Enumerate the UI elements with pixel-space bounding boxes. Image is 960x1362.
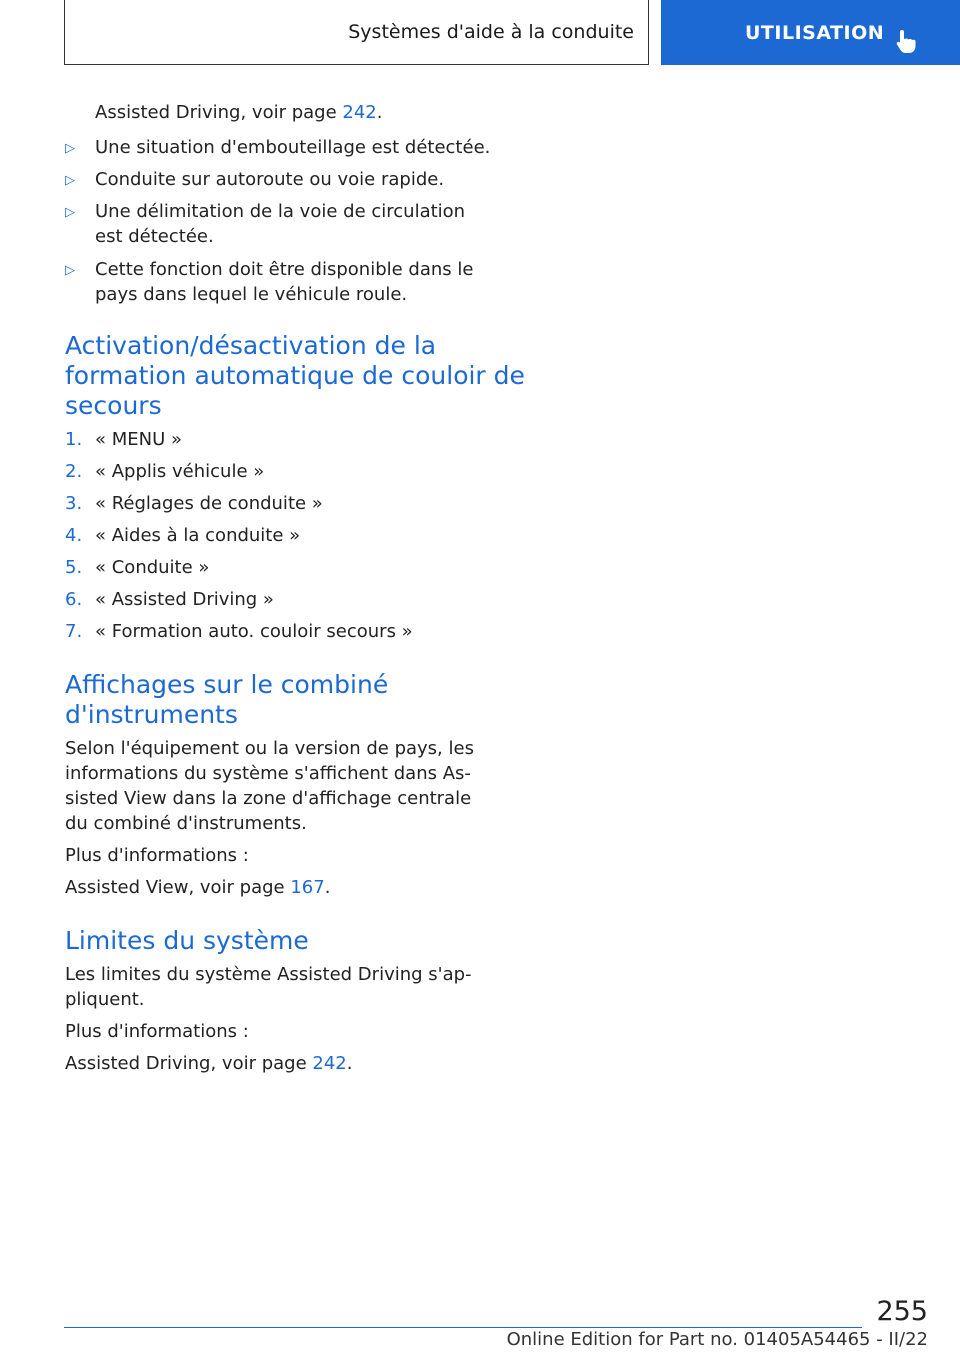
- more-info-label: Plus d'informations :: [65, 845, 249, 866]
- footer-divider: [64, 1327, 862, 1328]
- triangle-bullet-icon: ▷: [65, 263, 75, 278]
- page-link[interactable]: 242: [312, 1053, 347, 1074]
- paragraph-line: Selon l'équipement ou la version de pays, les: [65, 738, 474, 759]
- edition-note: Online Edition for Part no. 01405A54465 - II/22: [506, 1329, 928, 1350]
- paragraph-line: du combiné d'instruments.: [65, 813, 307, 834]
- section-heading: Limites du système: [65, 926, 309, 955]
- triangle-bullet-icon: ▷: [65, 173, 75, 188]
- section-heading: formation automatique de couloir de: [65, 361, 525, 390]
- page-link[interactable]: 167: [290, 877, 325, 898]
- pointing-hand-icon: [893, 28, 919, 54]
- section-title: Systèmes d'aide à la conduite: [348, 21, 634, 43]
- section-heading: Affichages sur le combiné: [65, 670, 389, 699]
- page-number: 255: [876, 1296, 928, 1327]
- section-heading: Activation/désactivation de la: [65, 331, 437, 360]
- chapter-header: [661, 0, 960, 65]
- paragraph-line: informations du système s'affichent dans As-: [65, 763, 471, 784]
- paragraph-line: sisted View dans la zone d'affichage centrale: [65, 788, 472, 809]
- triangle-bullet-icon: ▷: [65, 205, 75, 220]
- paragraph-line: pliquent.: [65, 989, 145, 1010]
- view-reference: Assisted View, voir page 167.: [65, 877, 331, 898]
- section-header: [64, 0, 649, 65]
- driving-reference: Assisted Driving, voir page 242.: [65, 1053, 353, 1074]
- triangle-bullet-icon: ▷: [65, 141, 75, 156]
- section-heading: d'instruments: [65, 700, 238, 729]
- page-link[interactable]: 242: [342, 102, 377, 123]
- chapter-title: UTILISATION: [745, 21, 885, 44]
- section-heading: secours: [65, 391, 162, 420]
- intro-reference: Assisted Driving, voir page 242.: [95, 102, 383, 123]
- paragraph-line: Les limites du système Assisted Driving s'ap-: [65, 964, 472, 985]
- more-info-label: Plus d'informations :: [65, 1021, 249, 1042]
